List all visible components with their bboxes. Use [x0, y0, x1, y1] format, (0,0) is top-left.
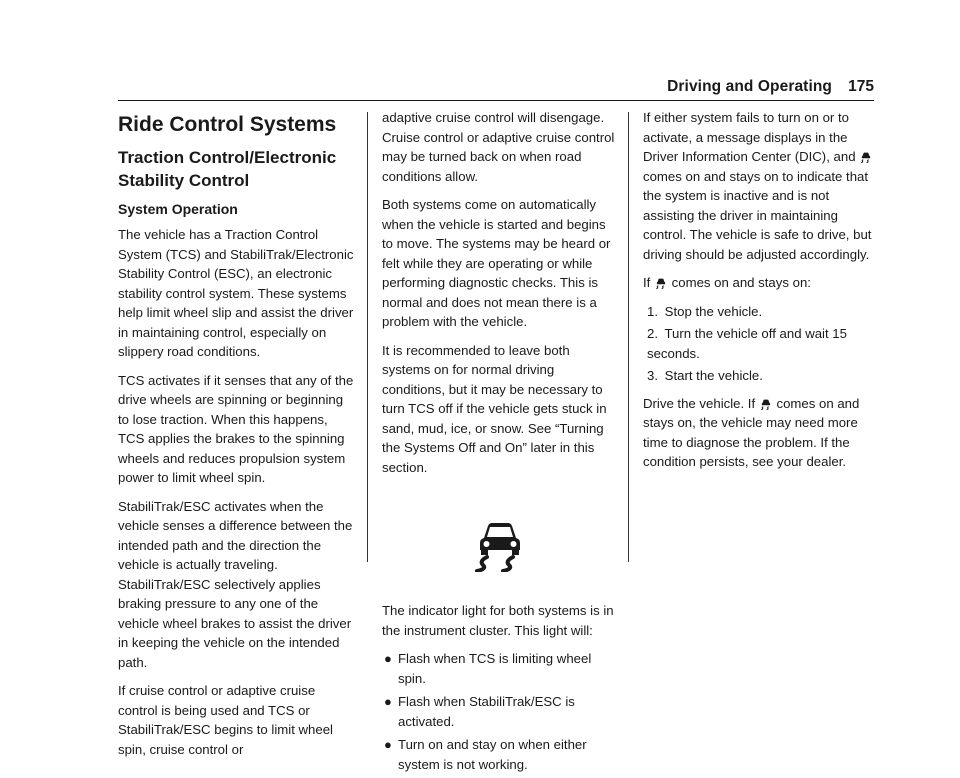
paragraph: StabiliTrak/ESC activates when the vehicle senses a difference between the intended path and the direction the vehicle is actually traveling. StabiliTrak/ESC selectively applies braking pressure to any one of the vehicle wheel brakes to assist the driver in keeping the vehicle on the intended path. [118, 498, 353, 670]
section-title: Driving and Operating [667, 78, 832, 95]
traction-control-skid-icon [471, 516, 529, 572]
list-item: 2. Turn the vehicle off and wait 15 seconds. [647, 326, 847, 361]
paragraph: If cruise control or adaptive cruise control is being used and TCS or StabiliTrak/ESC begins to limit wheel spin, cruise control or [118, 683, 333, 757]
list-item: ● Turn on and stay on when either system is not working. [384, 737, 587, 772]
paragraph: Drive the vehicle. If comes on and stays on, the vehicle may need more time to diagnose the problem. If the condition persists, see your dealer. [643, 395, 860, 469]
bullet-icon: ● [384, 651, 392, 666]
paragraph: TCS activates if it senses that any of the drive wheels are spinning or beginning to lose traction. When this happens, TCS applies the brakes to the spinning wheels and reduces propulsion system power to limit wheel spin. [118, 372, 354, 485]
steps-list [643, 302, 879, 386]
paragraph: The indicator light for both systems is in the instrument cluster. This light will: [382, 603, 614, 638]
paragraph: It is recommended to leave both systems on for normal driving conditions, but it may be necessary to turn TCS off if the vehicle gets stuck in sand, mud, ice, or snow. See “Turning the Systems Off and On” later in this section. [382, 342, 607, 475]
indicator-figure [382, 486, 618, 601]
list-item: ● Flash when StabiliTrak/ESC is activated. [384, 694, 575, 729]
traction-control-indicator-icon [760, 397, 772, 411]
bullet-icon: ● [384, 694, 392, 709]
page-header [0, 78, 960, 104]
column-divider [628, 112, 629, 562]
section-heading [118, 146, 354, 192]
list-item: 1. Stop the vehicle. [647, 303, 763, 319]
indicator-behavior-list [382, 649, 618, 774]
section-heading-line1: Traction Control/Electronic [118, 148, 337, 167]
subsection-heading: System Operation [118, 201, 238, 217]
header-rule [118, 100, 874, 101]
paragraph: adaptive cruise control will disengage. Cruise control or adaptive cruise control may be turned back on when road conditions allow. [382, 110, 615, 184]
page-number: 175 [848, 78, 874, 95]
section-heading-line2: Stability Control [118, 171, 250, 190]
paragraph: If comes on and stays on: [643, 275, 811, 290]
paragraph: Both systems come on automatically when the vehicle is started and begins to move. The systems may be heard or felt while they are operating or while performing diagnostic checks. This is normal and does not mean there is a problem with the vehicle. [382, 197, 611, 329]
traction-control-indicator-icon [655, 276, 667, 290]
column-3 [643, 108, 879, 481]
paragraph: If either system fails to turn on or to activate, a message displays in the Driver Information Center (DIC), and comes on and stays on to indicate that the system is inactive and is not assisting the driver in maintaining control. The vehicle is safe to drive, but driving should be adjusted accordingly. [643, 110, 872, 262]
bullet-icon: ● [384, 737, 392, 752]
list-item: 3. Start the vehicle. [647, 368, 763, 383]
chapter-heading: Ride Control Systems [118, 113, 337, 136]
traction-control-indicator-icon [860, 150, 872, 164]
list-item: ● Flash when TCS is limiting wheel spin. [384, 651, 592, 686]
column-1 [118, 112, 354, 768]
paragraph: The vehicle has a Traction Control System (TCS) and StabiliTrak/Electronic Stability Control (ESC), an electronic stability control system. These systems help limit wheel slip and assist the driver in maintaining control, especially on slippery road conditions. [118, 227, 354, 359]
column-divider [367, 112, 368, 562]
